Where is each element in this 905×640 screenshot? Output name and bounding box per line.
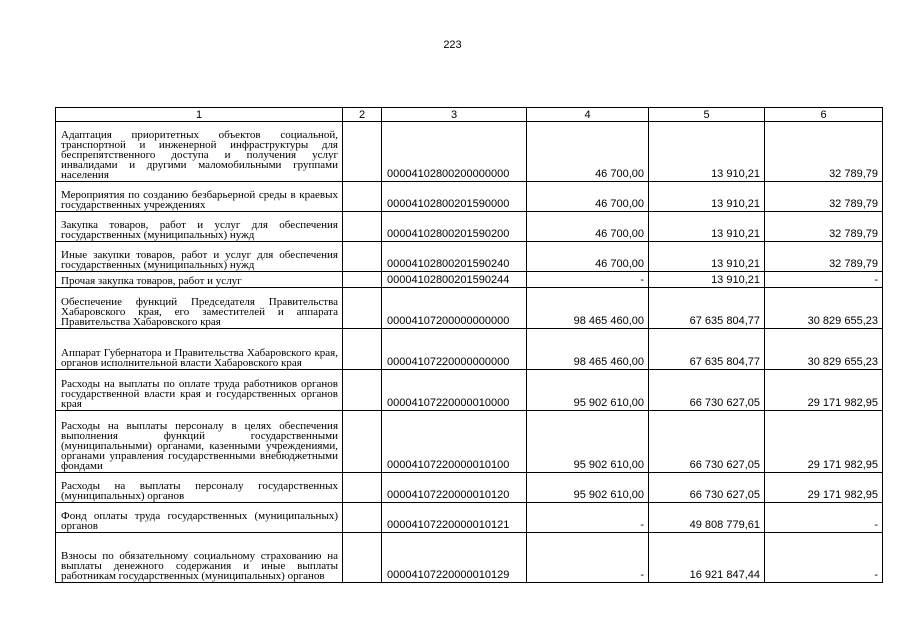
row-value-5: 13 910,21 — [649, 122, 765, 182]
row-value-6: - — [765, 533, 883, 583]
row-value-4: 98 465 460,00 — [527, 288, 649, 329]
row-col2 — [343, 329, 382, 370]
row-code: 00004107220000010000 — [382, 370, 527, 411]
row-code: 00004107220000010100 — [382, 411, 527, 473]
row-col2 — [343, 503, 382, 533]
row-code: 00004107220000010120 — [382, 473, 527, 503]
row-col2 — [343, 533, 382, 583]
table-row — [56, 533, 883, 583]
row-value-4: 46 700,00 — [527, 182, 649, 212]
row-value-5: 13 910,21 — [649, 272, 765, 288]
row-col2 — [343, 182, 382, 212]
row-name: Фонд оплаты труда государственных (муниципальных) органов — [56, 503, 343, 533]
column-header-2: 2 — [343, 108, 382, 122]
row-code: 00004102800200000000 — [382, 122, 527, 182]
row-name: Адаптация приоритетных объектов социальной, транспортной и инженерной инфраструктуры для беспрепятственного доступа и получения услуг инвалидами и другими маломобильными группами населения — [56, 122, 343, 182]
row-name: Обеспечение функций Председателя Правительства Хабаровского края, его заместителей и аппарата Правительства Хабаровского края — [56, 288, 343, 329]
table-row — [56, 473, 883, 503]
row-value-6: 29 171 982,95 — [765, 473, 883, 503]
row-col2 — [343, 473, 382, 503]
column-header-5: 5 — [649, 108, 765, 122]
row-value-4: - — [527, 503, 649, 533]
budget-table-body — [56, 108, 883, 583]
table-row — [56, 212, 883, 242]
row-col2 — [343, 411, 382, 473]
row-name: Закупка товаров, работ и услуг для обеспечения государственных (муниципальных) нужд — [56, 212, 343, 242]
row-value-5: 66 730 627,05 — [649, 411, 765, 473]
table-row — [56, 370, 883, 411]
row-code: 00004102800201590244 — [382, 272, 527, 288]
row-name: Расходы на выплаты персоналу в целях обеспечения выполнения функций государственными (муниципальными) органами, казенными учреждениями, органами управления государственными внебюджетными фондами — [56, 411, 343, 473]
row-code: 00004107220000010121 — [382, 503, 527, 533]
row-name: Аппарат Губернатора и Правительства Хабаровского края, органов исполнительной власти Хабаровского края — [56, 329, 343, 370]
row-value-5: 16 921 847,44 — [649, 533, 765, 583]
row-name: Прочая закупка товаров, работ и услуг — [56, 272, 343, 288]
row-value-4: 95 902 610,00 — [527, 370, 649, 411]
row-value-5: 67 635 804,77 — [649, 329, 765, 370]
row-col2 — [343, 272, 382, 288]
row-value-5: 49 808 779,61 — [649, 503, 765, 533]
row-code: 00004107200000000000 — [382, 288, 527, 329]
row-value-6: 32 789,79 — [765, 212, 883, 242]
row-col2 — [343, 122, 382, 182]
row-col2 — [343, 288, 382, 329]
row-value-6: 32 789,79 — [765, 182, 883, 212]
row-value-5: 13 910,21 — [649, 242, 765, 272]
row-code: 00004107220000010129 — [382, 533, 527, 583]
budget-table — [55, 107, 883, 583]
column-header-3: 3 — [382, 108, 527, 122]
row-value-6: 32 789,79 — [765, 242, 883, 272]
row-name: Иные закупки товаров, работ и услуг для обеспечения государственных (муниципальных) нужд — [56, 242, 343, 272]
row-value-6: 29 171 982,95 — [765, 411, 883, 473]
row-value-4: - — [527, 272, 649, 288]
table-row — [56, 503, 883, 533]
row-value-5: 66 730 627,05 — [649, 473, 765, 503]
row-value-6: - — [765, 272, 883, 288]
row-value-4: - — [527, 533, 649, 583]
row-value-4: 95 902 610,00 — [527, 411, 649, 473]
row-col2 — [343, 370, 382, 411]
page-number: 223 — [443, 39, 462, 51]
table-row — [56, 329, 883, 370]
row-col2 — [343, 212, 382, 242]
row-code: 00004102800201590200 — [382, 212, 527, 242]
row-code: 00004102800201590000 — [382, 182, 527, 212]
column-header-1: 1 — [56, 108, 343, 122]
row-name: Взносы по обязательному социальному страхованию на выплаты денежного содержания и иные выплаты работникам государственных (муниципальных) органов — [56, 533, 343, 583]
row-code: 00004107220000000000 — [382, 329, 527, 370]
row-value-5: 66 730 627,05 — [649, 370, 765, 411]
row-name: Расходы на выплаты по оплате труда работников органов государственной власти края и государственных органов края — [56, 370, 343, 411]
row-value-6: 32 789,79 — [765, 122, 883, 182]
table-row — [56, 411, 883, 473]
column-header-4: 4 — [527, 108, 649, 122]
row-value-5: 67 635 804,77 — [649, 288, 765, 329]
row-name: Расходы на выплаты персоналу государственных (муниципальных) органов — [56, 473, 343, 503]
table-header-row — [56, 108, 883, 122]
row-value-6: 30 829 655,23 — [765, 288, 883, 329]
row-value-4: 98 465 460,00 — [527, 329, 649, 370]
row-value-4: 46 700,00 — [527, 122, 649, 182]
row-value-4: 95 902 610,00 — [527, 473, 649, 503]
row-value-5: 13 910,21 — [649, 212, 765, 242]
column-header-6: 6 — [765, 108, 883, 122]
table-row — [56, 242, 883, 272]
row-col2 — [343, 242, 382, 272]
row-value-6: 30 829 655,23 — [765, 329, 883, 370]
table-row — [56, 182, 883, 212]
row-value-6: - — [765, 503, 883, 533]
row-value-4: 46 700,00 — [527, 242, 649, 272]
row-value-4: 46 700,00 — [527, 212, 649, 242]
row-value-5: 13 910,21 — [649, 182, 765, 212]
row-value-6: 29 171 982,95 — [765, 370, 883, 411]
row-name: Мероприятия по созданию безбарьерной среды в краевых государственных учреждениях — [56, 182, 343, 212]
table-row — [56, 288, 883, 329]
row-code: 00004102800201590240 — [382, 242, 527, 272]
table-row — [56, 122, 883, 182]
table-row — [56, 272, 883, 288]
